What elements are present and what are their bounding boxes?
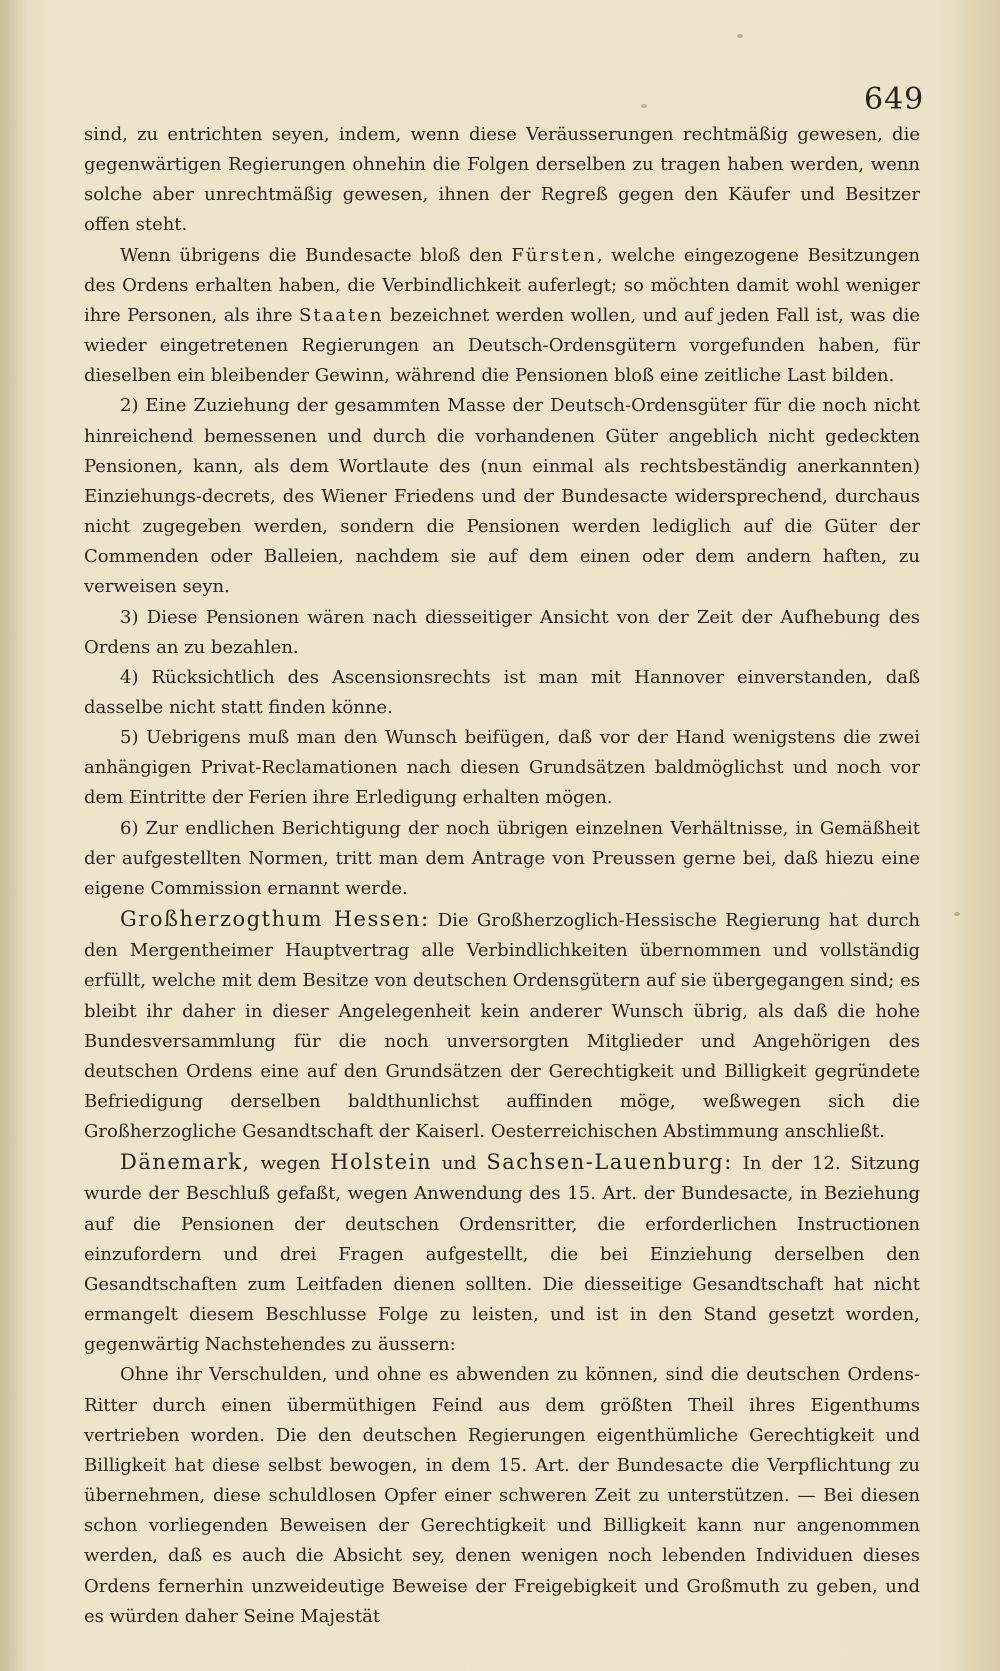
paragraph-daenemark-body: In der 12. Sitzung wurde der Beschluß gefaßt, wegen Anwendung des 15. Art. der Bundesacte, in Beziehung auf die Pensionen der deutschen Ordensritter, die erforderlichen Instructionen einzufordern und drei Fragen aufgestellt, die bei Einziehung derselben den Gesandtschaften zum Leitfaden dienen sollten. Die diesseitige Gesandtschaft hat nicht ermangelt diesem Beschlusse Folge zu leisten, und ist in den Stand gesetzt worden, gegenwärtig Nachstehendes zu äussern:	[84, 1153, 920, 1356]
paragraph-ohne-ihr-verschulden: Ohne ihr Verschulden, und ohne es abwenden zu können, sind die deutschen Ordens-Ritter durch einen übermüthigen Feind aus dem größten Theil ihres Eigenthums vertrieben worden. Die den deutschen Regierungen eigenthümliche Gerechtigkeit und Billigkeit hat diese selbst bewogen, in dem 15. Art. der Bundesacte die Verpflichtung zu übernehmen, diese schuldlosen Opfer einer schweren Zeit zu unterstützen. — Bei diesen schon vorliegenden Beweisen der Gerechtigkeit und Billigkeit kann nur angenommen werden, daß es auch die Absicht sey, denen wenigen noch lebenden Individuen dieses Ordens fernerhin unzweideutige Beweise der Freigebigkeit und Großmuth zu geben, und es würden daher Seine Majestät	[84, 1364, 920, 1627]
paragraph-1: sind, zu entrichten seyen, indem, wenn diese Veräusserungen rechtmäßig gewesen, die gegenwärtigen Regierungen ohnehin die Folgen derselben zu tragen haben werden, wenn solche aber unrechtmäßig gewesen, ihnen der Regreß gegen den Käufer und Besitzer offen steht.	[84, 124, 920, 236]
emphasis-staaten: Staaten	[299, 304, 384, 326]
heading-daenemark: Dänemark,	[120, 1150, 251, 1175]
paragraph-daenemark	[84, 1147, 920, 1360]
text-wegen: wegen	[250, 1153, 331, 1175]
paper-speck	[641, 104, 647, 108]
paragraph-hessen	[84, 904, 920, 1147]
heading-sachsen-lauenburg: Sachsen-Lauenburg:	[486, 1150, 733, 1175]
paragraph-2-part-a: Wenn übrigens die Bundesacte bloß den	[120, 244, 512, 266]
paragraph-point-6: 6) Zur endlichen Berichtigung der noch übrigen einzelnen Verhältnisse, in Gemäßheit der aufgestellten Normen, tritt man dem Antrage von Preussen gerne bei, daß hiezu eine eigene Commission ernannt werde.	[84, 817, 920, 899]
paragraph-point-2: 2) Eine Zuziehung der gesammten Masse der Deutsch-Ordensgüter für die noch nicht hinreichend bemessenen und durch die vorhandenen Güter angeblich nicht gedeckten Pensionen, kann, als dem Wortlaute des (nun einmal als rechtsbeständig anerkannten) Einziehungs-decrets, des Wiener Friedens und der Bundesacte widersprechend, durchaus nicht zugegeben werden, sondern die Pensionen werden lediglich auf die Güter der Commenden oder Balleien, nachdem sie auf dem einen oder dem andern haften, zu verweisen seyn.	[84, 395, 920, 598]
paragraph-2-part-b: , welche eingezogene Besitzungen des Ordens erhalten haben, die Verbindlichkeit auferlegt; so möchten damit wohl weniger ihre Personen, als ihre	[84, 244, 921, 326]
emphasis-fuersten: Fürsten	[511, 244, 597, 266]
paper-speck	[737, 34, 743, 38]
heading-holstein: Holstein	[330, 1150, 432, 1175]
paragraph-2	[84, 241, 920, 392]
paragraph-2-part-c: bezeichnet werden wollen, und auf jeden Fall ist, was die wieder eingetretenen Regierungen an Deutsch-Ordensgütern vorgefunden haben, für dieselben ein bleibender Gewinn, während die Pensionen bloß eine zeitliche Last bilden.	[84, 304, 920, 387]
paragraph-point-5: 5) Uebrigens muß man den Wunsch beifügen, daß vor der Hand wenigstens die zwei anhängigen Privat-Reclamationen nach diesen Grundsätzen baldmöglichst und noch vor dem Eintritte der Ferien ihre Erledigung erhalten mögen.	[84, 727, 920, 809]
paragraph-point-4: 4) Rücksichtlich des Ascensionsrechts ist man mit Hannover einverstanden, daß dasselbe nicht statt finden könne.	[84, 666, 920, 718]
paragraph-hessen-body: Die Großherzoglich-Hessische Regierung hat durch den Mergentheimer Hauptvertrag alle Verbindlichkeiten übernommen und vollständig erfüllt, welche mit dem Besitze von deutschen Ordensgütern auf sie übergegangen sind; es bleibt ihr daher in dieser Angelegenheit kein anderer Wunsch übrig, als daß die hohe Bundesversammlung für die noch unversorgten Mitglieder und Angehörigen des deutschen Ordens eine auf den Grundsätzen der Gerechtigkeit und Billigkeit gegründete Befriedigung derselben baldthunlichst auffinden möge, weßwegen sich die Großherzogliche Gesandtschaft der Kaiserl. Oesterreichischen Abstimmung anschließt.	[84, 910, 920, 1143]
paper-speck	[954, 912, 960, 916]
heading-grossherzogthum-hessen: Großherzogthum Hessen:	[120, 907, 430, 932]
paragraph-point-3: 3) Diese Pensionen wären nach diesseitiger Ansicht von der Zeit der Aufhebung des Ordens an zu bezahlen.	[84, 606, 920, 658]
page-body	[84, 120, 920, 1632]
text-und: und	[431, 1153, 487, 1175]
page-number: 649	[864, 82, 925, 117]
